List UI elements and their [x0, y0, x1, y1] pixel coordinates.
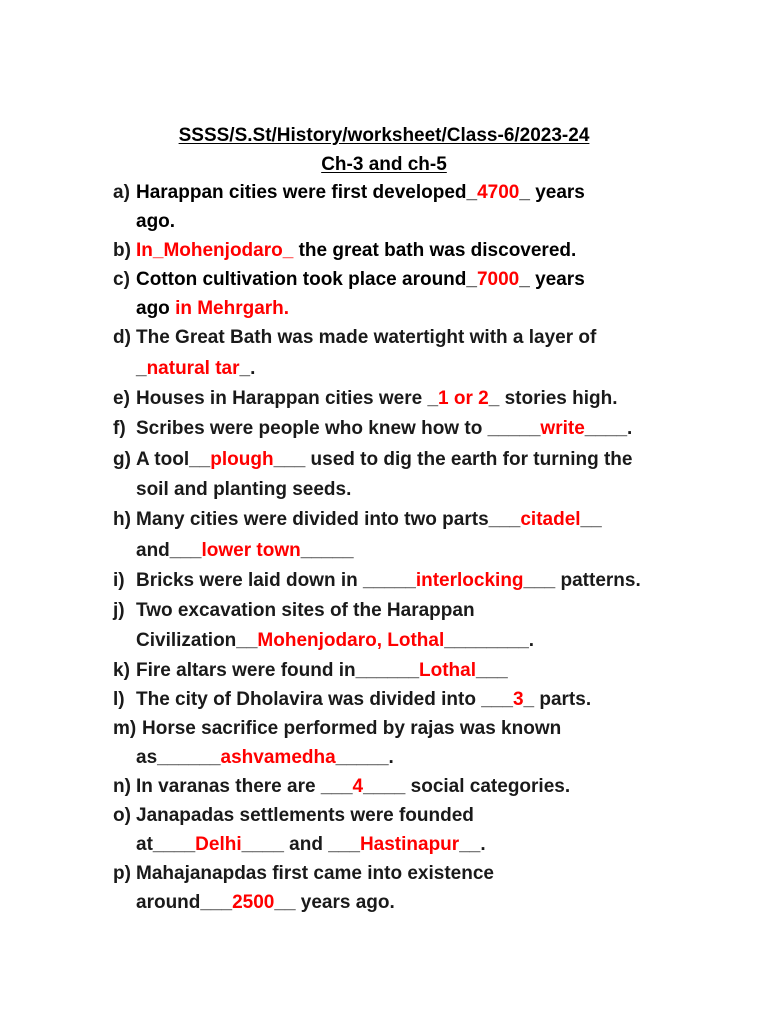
answer-text: interlocking	[415, 570, 524, 591]
question-text: Two excavation sites of the Harappan	[136, 600, 475, 621]
question-text: around___	[136, 892, 233, 913]
question-text: ___	[476, 660, 508, 681]
question-text: _____.	[335, 747, 394, 768]
answer-text: 4	[352, 776, 364, 797]
question-text: Harappan cities were first developed_	[136, 182, 478, 203]
question-text: Mahajanapdas first came into existence	[136, 863, 494, 884]
question-p-line1	[0, 860, 768, 888]
question-text: A tool__	[136, 449, 211, 470]
question-f-line1	[0, 415, 768, 443]
question-d-line2	[0, 355, 768, 383]
question-text: _ years	[519, 269, 585, 290]
question-label: f)	[113, 418, 126, 439]
question-text: _.	[239, 358, 256, 379]
question-text: Cotton cultivation took place around_	[136, 269, 477, 290]
question-label: o)	[113, 805, 131, 826]
question-label: j)	[113, 600, 125, 621]
question-m-line2	[0, 744, 768, 772]
question-text: __	[580, 509, 602, 530]
answer-text: 4700	[477, 182, 520, 203]
question-text: ____ and ___	[241, 834, 360, 855]
question-text: Bricks were laid down in _____	[136, 570, 416, 591]
answer-text: lower town	[201, 540, 301, 561]
answer-text: plough	[210, 449, 274, 470]
answer-text: 7000	[476, 269, 520, 290]
question-l-line1	[0, 686, 768, 714]
question-text: In varanas there are ___	[136, 776, 353, 797]
question-c-line1	[0, 266, 768, 294]
question-p-line2	[0, 889, 768, 917]
question-label: b)	[113, 240, 131, 261]
question-text: Houses in Harappan cities were _	[136, 388, 439, 409]
question-text: __.	[459, 834, 486, 855]
question-text: ___ patterns.	[523, 570, 641, 591]
question-text: the great bath was discovered.	[293, 240, 577, 261]
answer-text: In_Mohenjodaro_	[136, 240, 294, 261]
question-n-line1	[0, 773, 768, 801]
question-g-line1	[0, 446, 768, 474]
question-text: _	[136, 358, 147, 379]
question-label: m)	[113, 718, 137, 739]
question-j-line1	[0, 597, 768, 625]
question-text: _ parts.	[523, 689, 592, 710]
question-label: k)	[113, 660, 130, 681]
question-o-line1	[0, 802, 768, 830]
question-i-line1	[0, 567, 768, 595]
question-text: and___	[136, 540, 202, 561]
question-label: n)	[113, 776, 131, 797]
question-k-line1	[0, 657, 768, 685]
question-text: Horse sacrifice performed by rajas was known	[142, 718, 562, 739]
question-o-line2	[0, 831, 768, 859]
question-h-line1	[0, 506, 768, 534]
question-text: _ years	[519, 182, 585, 203]
question-text: ________.	[444, 630, 535, 651]
question-text: __ years ago.	[274, 892, 395, 913]
question-text: Janapadas settlements were founded	[136, 805, 474, 826]
question-text: ____.	[584, 418, 633, 439]
question-label: i)	[113, 570, 125, 591]
question-label: e)	[113, 388, 130, 409]
question-m-line1	[0, 715, 768, 743]
question-text: _ stories high.	[488, 388, 618, 409]
question-text: as______	[136, 747, 221, 768]
question-text: The city of Dholavira was divided into ___	[136, 689, 513, 710]
question-text: _____	[300, 540, 354, 561]
question-h-line2	[0, 537, 768, 565]
question-text: Fire altars were found in______	[136, 660, 420, 681]
question-e-line1	[0, 385, 768, 413]
answer-text: ashvamedha	[220, 747, 336, 768]
question-text: Civilization__	[136, 630, 258, 651]
question-text: Many cities were divided into two parts___	[136, 509, 521, 530]
question-text: ago.	[136, 211, 176, 232]
answer-text: 2500	[232, 892, 275, 913]
answer-text: citadel	[520, 509, 581, 530]
question-text: ____ social categories.	[363, 776, 571, 797]
question-b-line1	[0, 237, 768, 265]
question-j-line2	[0, 627, 768, 655]
answer-text: 3	[512, 689, 524, 710]
answer-text: Delhi	[195, 834, 242, 855]
question-label: g)	[113, 449, 131, 470]
answer-text: 1 or 2	[438, 388, 489, 409]
question-text: The Great Bath was made watertight with a layer of	[136, 327, 597, 348]
question-label: p)	[113, 863, 131, 884]
answer-text: natural tar	[146, 358, 240, 379]
question-g-line2	[0, 476, 768, 504]
question-c-line2	[0, 295, 768, 323]
question-text: at____	[136, 834, 196, 855]
answer-text: Hastinapur	[359, 834, 460, 855]
question-d-line1	[0, 324, 768, 352]
answer-text: in Mehrgarh.	[175, 298, 290, 319]
answer-text: Mohenjodaro, Lothal	[257, 630, 445, 651]
answer-text: Lothal	[419, 660, 477, 681]
question-a-line2	[0, 208, 768, 236]
question-text: soil and planting seeds.	[136, 479, 352, 500]
worksheet-subtitle: Ch-3 and ch-5	[321, 154, 447, 175]
question-text: ___ used to dig the earth for turning the	[273, 449, 633, 470]
worksheet-title: SSSS/S.St/History/worksheet/Class-6/2023-24	[178, 125, 590, 146]
question-label: h)	[113, 509, 131, 530]
question-label: l)	[113, 689, 125, 710]
answer-text: write	[540, 418, 585, 439]
question-label: d)	[113, 327, 131, 348]
question-label: a)	[113, 182, 130, 203]
question-text: ago	[136, 298, 176, 319]
question-label: c)	[113, 269, 130, 290]
question-text: Scribes were people who knew how to _____	[136, 418, 541, 439]
question-a-line1	[0, 179, 768, 207]
